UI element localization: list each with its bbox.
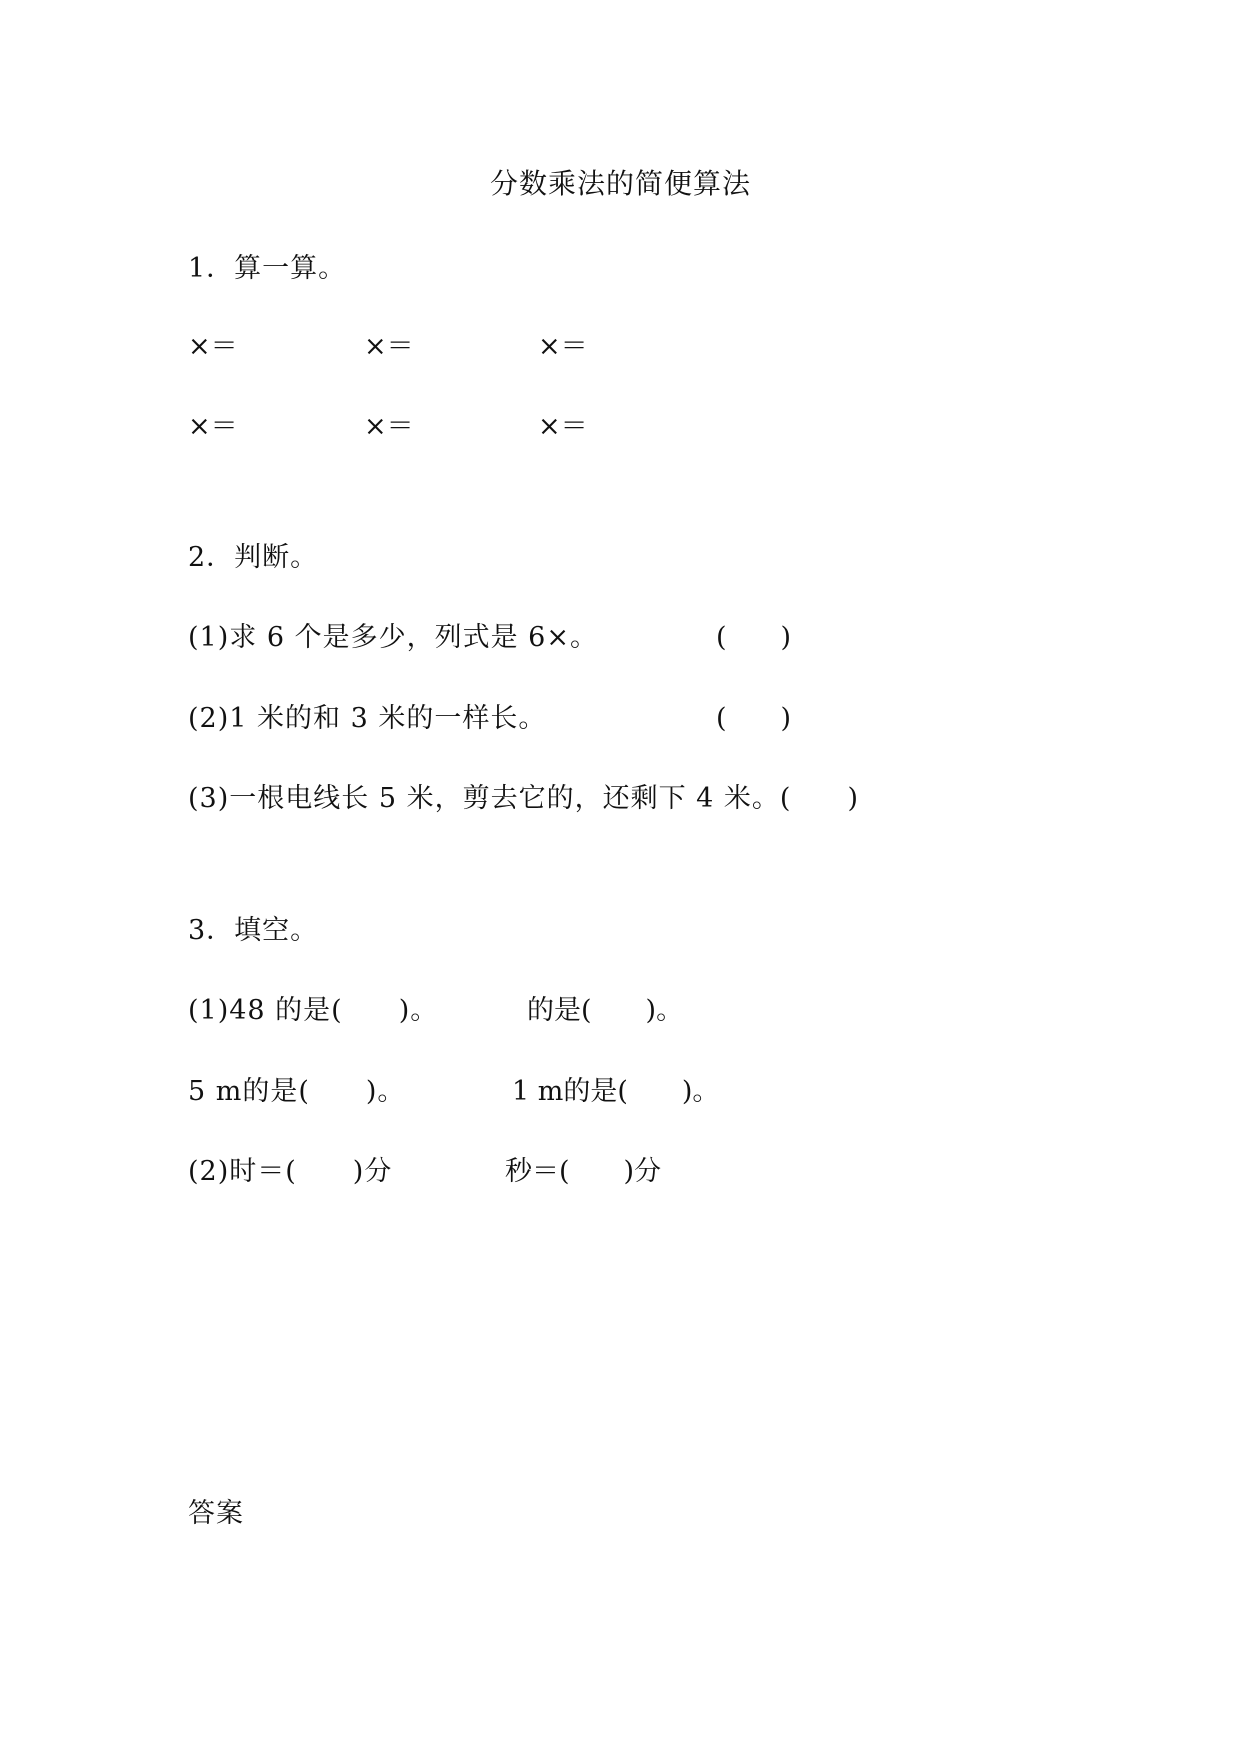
- q2-item-2-answer-blank: ( ): [716, 703, 792, 734]
- q2-item-3: (3)一根电线长 5 米，剪去它的，还剩下 4 米。( ): [188, 783, 859, 814]
- q1-expression: ×＝: [538, 411, 588, 442]
- answer-heading: 答案: [188, 1498, 244, 1529]
- q3-row-2-left: 5 m的是( )。: [188, 1076, 406, 1107]
- q3-row-2-right: 1 m的是( )。: [512, 1076, 720, 1107]
- q3-row-3-left: (2)时＝( )分: [188, 1156, 393, 1187]
- q1-expression: ×＝: [538, 331, 588, 362]
- q3-row-3-right: 秒＝( )分: [505, 1156, 662, 1187]
- q1-expression: ×＝: [364, 411, 414, 442]
- q2-heading: 2．判断。: [188, 542, 319, 573]
- q2-item-1: (1)求 6 个是多少，列式是 6×。: [188, 622, 598, 653]
- q1-expression: ×＝: [188, 411, 238, 442]
- q2-item-2: (2)1 米的和 3 米的一样长。: [188, 703, 547, 734]
- q1-expression: ×＝: [364, 331, 414, 362]
- q3-heading: 3．填空。: [188, 915, 319, 946]
- q1-expression: ×＝: [188, 331, 238, 362]
- q3-row-1-right: 的是( )。: [527, 995, 684, 1026]
- q3-row-1-left: (1)48 的是( )。: [188, 995, 439, 1026]
- page-title: 分数乘法的简便算法: [489, 167, 751, 200]
- q1-heading: 1．算一算。: [188, 253, 347, 284]
- q2-item-1-answer-blank: ( ): [716, 622, 792, 653]
